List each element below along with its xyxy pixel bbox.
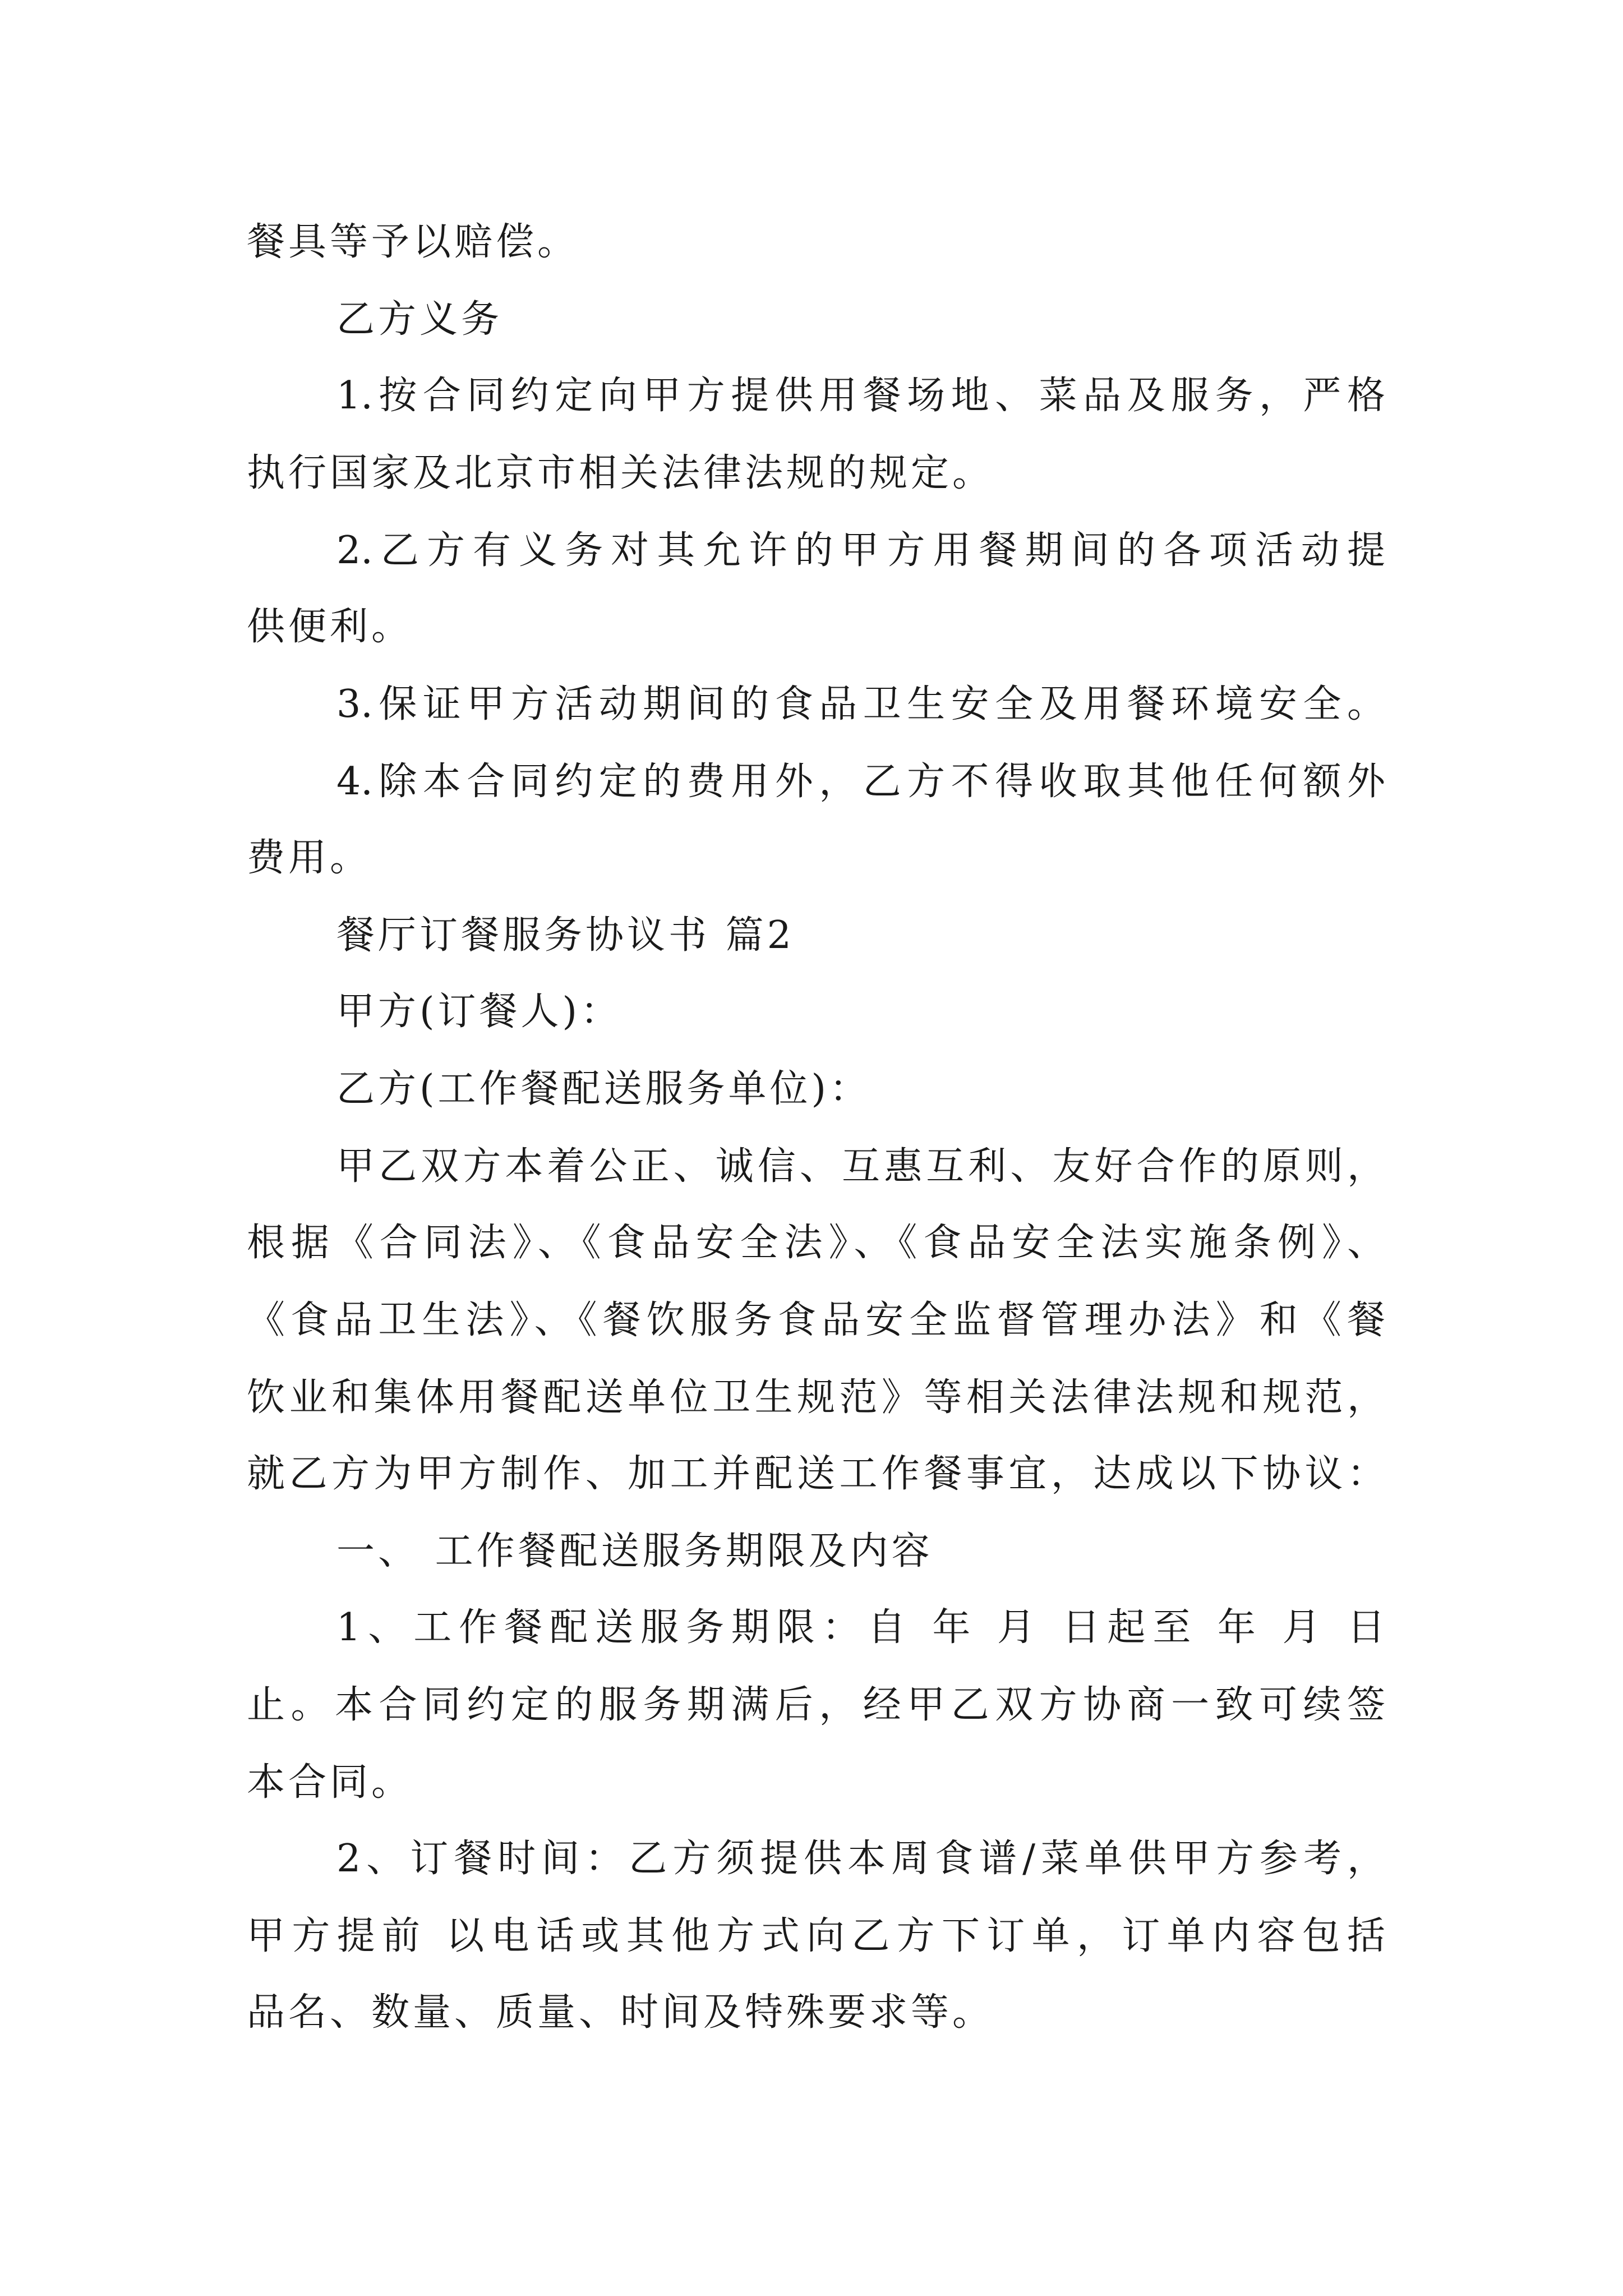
paragraph-line: 饮业和集体用餐配送单位卫生规范》等相关法律法规和规范， — [247, 1375, 1385, 1420]
paragraph-line: 止。本合同约定的服务期满后，经甲乙双方协商一致可续签 — [247, 1683, 1385, 1727]
paragraph-line: 供便利。 — [247, 605, 413, 649]
paragraph-line: 2、订餐时间：乙方须提供本周食谱/菜单供甲方参考， — [336, 1837, 1385, 1881]
section-heading: 乙方义务 — [336, 297, 503, 342]
paragraph-line: 3.保证甲方活动期间的食品卫生安全及用餐环境安全。 — [336, 682, 1385, 726]
paragraph-line: 甲方提前 以电话或其他方式向乙方下订单，订单内容包括 — [247, 1914, 1385, 1958]
paragraph-line: 2.乙方有义务对其允许的甲方用餐期间的各项活动提 — [336, 528, 1385, 573]
paragraph-line: 费用。 — [247, 836, 372, 880]
party-a-line: 甲方(订餐人)： — [336, 990, 623, 1034]
section-heading: 一、 工作餐配送服务期限及内容 — [336, 1529, 933, 1573]
party-b-line: 乙方(工作餐配送服务单位)： — [336, 1067, 872, 1111]
paragraph-line: 本合同。 — [247, 1760, 413, 1805]
paragraph-line: 执行国家及北京市相关法律法规的规定。 — [247, 451, 994, 495]
paragraph-line: 根据《合同法》、《食品安全法》、《食品安全法实施条例》、 — [247, 1221, 1385, 1265]
paragraph-line: 餐具等予以赔偿。 — [247, 220, 579, 264]
paragraph-line: 品名、数量、质量、时间及特殊要求等。 — [247, 1990, 994, 2035]
document-page — [247, 0, 1385, 2296]
paragraph-line: 4.除本合同约定的费用外，乙方不得收取其他任何额外 — [336, 760, 1385, 804]
section-heading: 餐厅订餐服务协议书 篇2 — [336, 913, 795, 958]
paragraph-line: 1.按合同约定向甲方提供用餐场地、菜品及服务，严格 — [336, 374, 1385, 418]
paragraph-line: 《食品卫生法》、《餐饮服务食品安全监督管理办法》和《餐 — [247, 1298, 1385, 1342]
paragraph-line: 1、工作餐配送服务期限：自 年 月 日起至 年 月 日 — [336, 1605, 1385, 1650]
paragraph-line: 就乙方为甲方制作、加工并配送工作餐事宜，达成以下协议： — [247, 1452, 1385, 1496]
paragraph-line: 甲乙双方本着公正、诚信、互惠互利、友好合作的原则， — [336, 1144, 1385, 1189]
